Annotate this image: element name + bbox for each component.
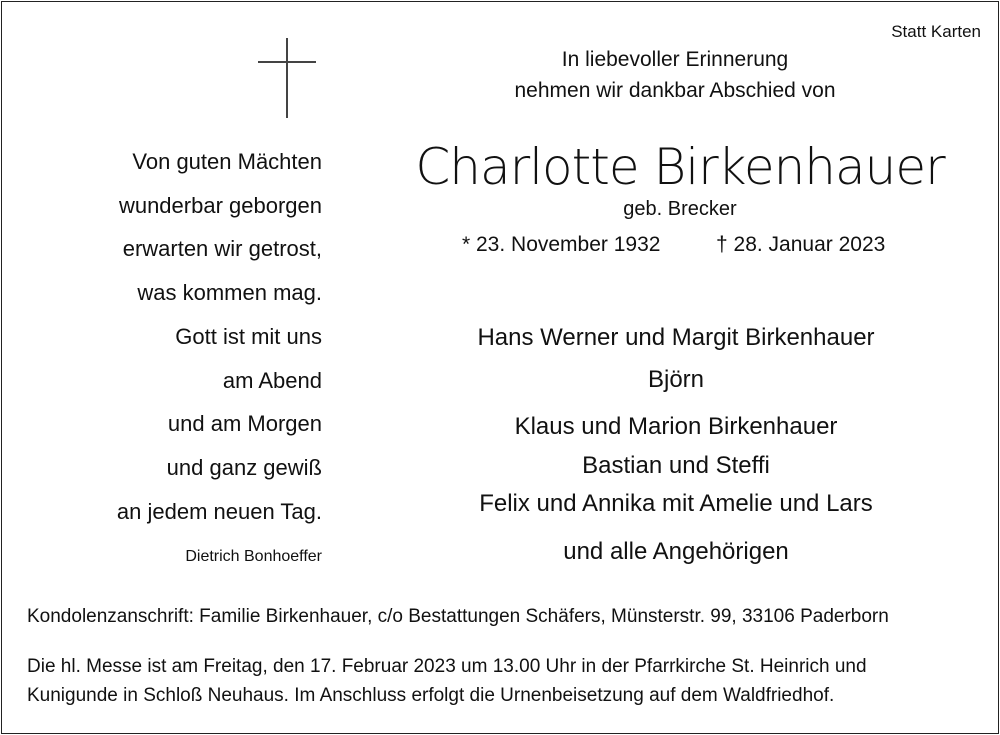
mass-line-2: Kunigunde in Schloß Neuhaus. Im Anschluss erfolgt die Urnenbeisetzung auf dem Waldfriedhof. (27, 685, 835, 706)
poem-line: Von guten Mächten (132, 149, 322, 174)
death-date: † 28. Januar 2023 (716, 233, 886, 256)
birth-date: * 23. November 1932 (462, 233, 661, 256)
family-line: Bastian und Steffi (582, 452, 770, 479)
poem-line: am Abend (222, 367, 322, 393)
intro-text (440, 44, 910, 106)
statt-karten-label: Statt Karten (891, 22, 981, 41)
poem-line: wunderbar geborgen (118, 192, 322, 218)
poem-line: Gott ist mit uns (175, 323, 322, 349)
intro-line-1: In liebevoller Erinnerung (561, 48, 789, 71)
family-line: Hans Werner und Margit Birkenhauer (477, 324, 875, 351)
condolence-address: Kondolenzanschrift: Familie Birkenhauer, c/o Bestattungen Schäfers, Münsterstr. 99, 33106 Paderborn (27, 606, 889, 627)
maiden-name: geb. Brecker (623, 198, 737, 220)
cross-icon (258, 38, 316, 118)
intro-line-2: nehmen wir dankbar Abschied von (514, 79, 836, 102)
family-line: Felix und Annika mit Amelie und Lars (479, 490, 873, 517)
family-line: und alle Angehörigen (563, 538, 789, 565)
poem-author: Dietrich Bonhoeffer (185, 548, 322, 565)
poem-line: an jedem neuen Tag. (116, 498, 322, 524)
deceased-name: Charlotte Birkenhauer (415, 138, 945, 196)
poem-line: erwarten wir getrost, (122, 236, 322, 262)
family-line: Klaus und Marion Birkenhauer (514, 413, 838, 440)
poem-line: was kommen mag. (137, 280, 322, 306)
mass-line-1: Die hl. Messe ist am Freitag, den 17. Februar 2023 um 13.00 Uhr in der Pfarrkirche St. Heinrich und (27, 656, 867, 677)
mass-info (27, 652, 987, 710)
poem (117, 140, 322, 533)
poem-line: und ganz gewiß (166, 454, 322, 480)
poem-line: und am Morgen (167, 411, 322, 437)
family-line: Björn (647, 366, 705, 393)
